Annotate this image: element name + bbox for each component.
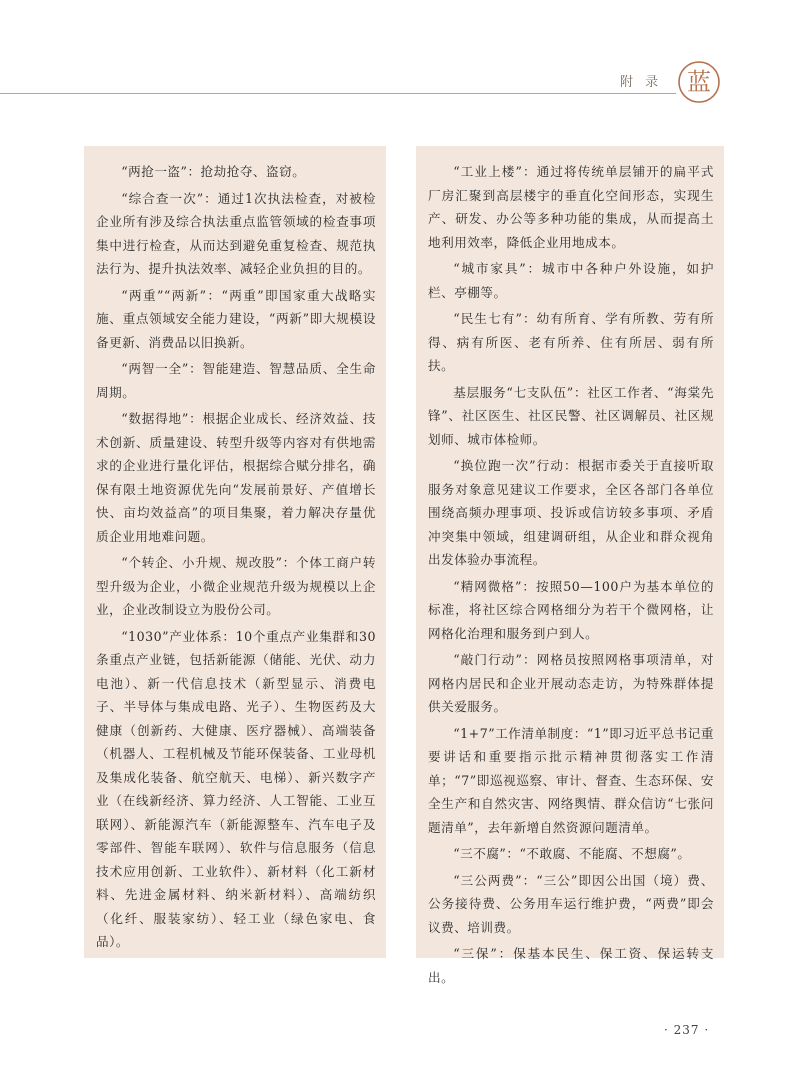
glossary-entry: “城市家具”：城市中各种户外设施，如护栏、亭棚等。 [428,261,714,300]
glossary-entry: “数据得地”：根据企业成长、经济效益、技术创新、质量建设、转型升级等内容对有供地需求的企业进行量化评估，根据综合赋分排名，确保有限土地资源优先向“发展前景好、产值增长快、亩均效益高”的项目集聚，着力解决存量优质企业用地难问题。 [96,411,376,544]
glossary-entry: “三不腐”：“不敢腐、不能腐、不想腐”。 [453,846,691,861]
glossary-entry: “精网微格”：按照50—100户为基本单位的标准，将社区综合网格细分为若干个微网格，让网格化治理和服务到户到人。 [428,578,714,641]
glossary-entry: “敲门行动”：网格员按照网格事项清单，对网格内居民和企业开展动态走访，为特殊群体提供关爱服务。 [428,652,714,714]
glossary-column-left [84,146,386,958]
seal-glyph: 蓝 [687,68,711,96]
section-title: 附 录 [620,75,663,90]
decorative-seal-icon [677,60,721,104]
glossary-column-right [416,146,724,985]
glossary-entry: “1+7”工作清单制度：“1”即习近平总书记重要讲话和重要指示批示精神贯彻落实工作清单；“7”即巡视巡察、审计、督查、生态环保、安全生产和自然灾害、网络舆情、群众信访“七张问题清单”，去年新增自然资源问题清单。 [428,725,714,835]
glossary-entry: “两智一全”：智能建造、智慧品质、全生命周期。 [96,361,376,400]
header-rule [0,93,676,94]
glossary-entry: “两抢一盗”：抢劫抢夺、盗窃。 [121,164,306,179]
page-number: · 237 · [664,1023,710,1037]
glossary-entry: “工业上楼”：通过将传统单层铺开的扁平式厂房汇聚到高层楼宇的垂直化空间形态，实现生产、研发、办公等多种功能的集成，从而提高土地利用效率，降低企业用地成本。 [428,164,714,250]
glossary-entry: “综合查一次”：通过1次执法检查，对被检企业所有涉及综合执法重点监管领域的检查事项集中进行检查，从而达到避免重复检查、规范执法行为、提升执法效率、减轻企业负担的目的。 [96,190,376,276]
glossary-entry: “两重”“两新”：“两重”即国家重大战略实施、重点领域安全能力建设，“两新”即大规模设备更新、消费品以旧换新。 [96,287,376,350]
glossary-entry: “三公两费”：“三公”即因公出国（境）费、公务接待费、公务用车运行维护费，“两费”即会议费、培训费。 [428,872,714,935]
glossary-entry: “换位跑一次”行动：根据市委关于直接听取服务对象意见建议工作要求，全区各部门各单位围绕高频办理事项、投诉或信访较多事项、矛盾冲突集中领域，组建调研组，从企业和群众视角出发体验办事流程。 [428,458,714,567]
glossary-entry: “民生七有”：幼有所育、学有所教、劳有所得、病有所医、老有所养、住有所居、弱有所扶。 [428,311,714,373]
glossary-entry: 基层服务“七支队伍”：社区工作者、“海棠先锋”、社区医生、社区民警、社区调解员、社区规划师、城市体检师。 [428,384,714,447]
glossary-entry: “三保”：保基本民生、保工资、保运转支出。 [428,946,714,985]
glossary-entry: “个转企、小升规、规改股”：个体工商户转型升级为企业，小微企业规范升级为规模以上企业，企业改制设立为股份公司。 [96,555,376,617]
glossary-entry: “1030”产业体系：10个重点产业集群和30条重点产业链，包括新能源（储能、光伏、动力电池）、新一代信息技术（新型显示、消费电子、半导体与集成电路、光子）、生物医药及大健康（创新药、大健康、医疗器械）、高端装备（机器人、工程机械及节能环保装备、工业母机及集成化装备、航空航天、电梯）、新兴数字产业（在线新经济、算力经济、人工智能、工业互联网）、新能源汽车（新能源整车、汽车电子及零部件、智能车联网）、软件与信息服务（信息技术应用创新、工业软件）、新材料（化工新材料、先进金属材料、纳米新材料）、高端纺织（化纤、服装家纺）、轻工业（绿色家电、食品）。 [96,628,376,949]
